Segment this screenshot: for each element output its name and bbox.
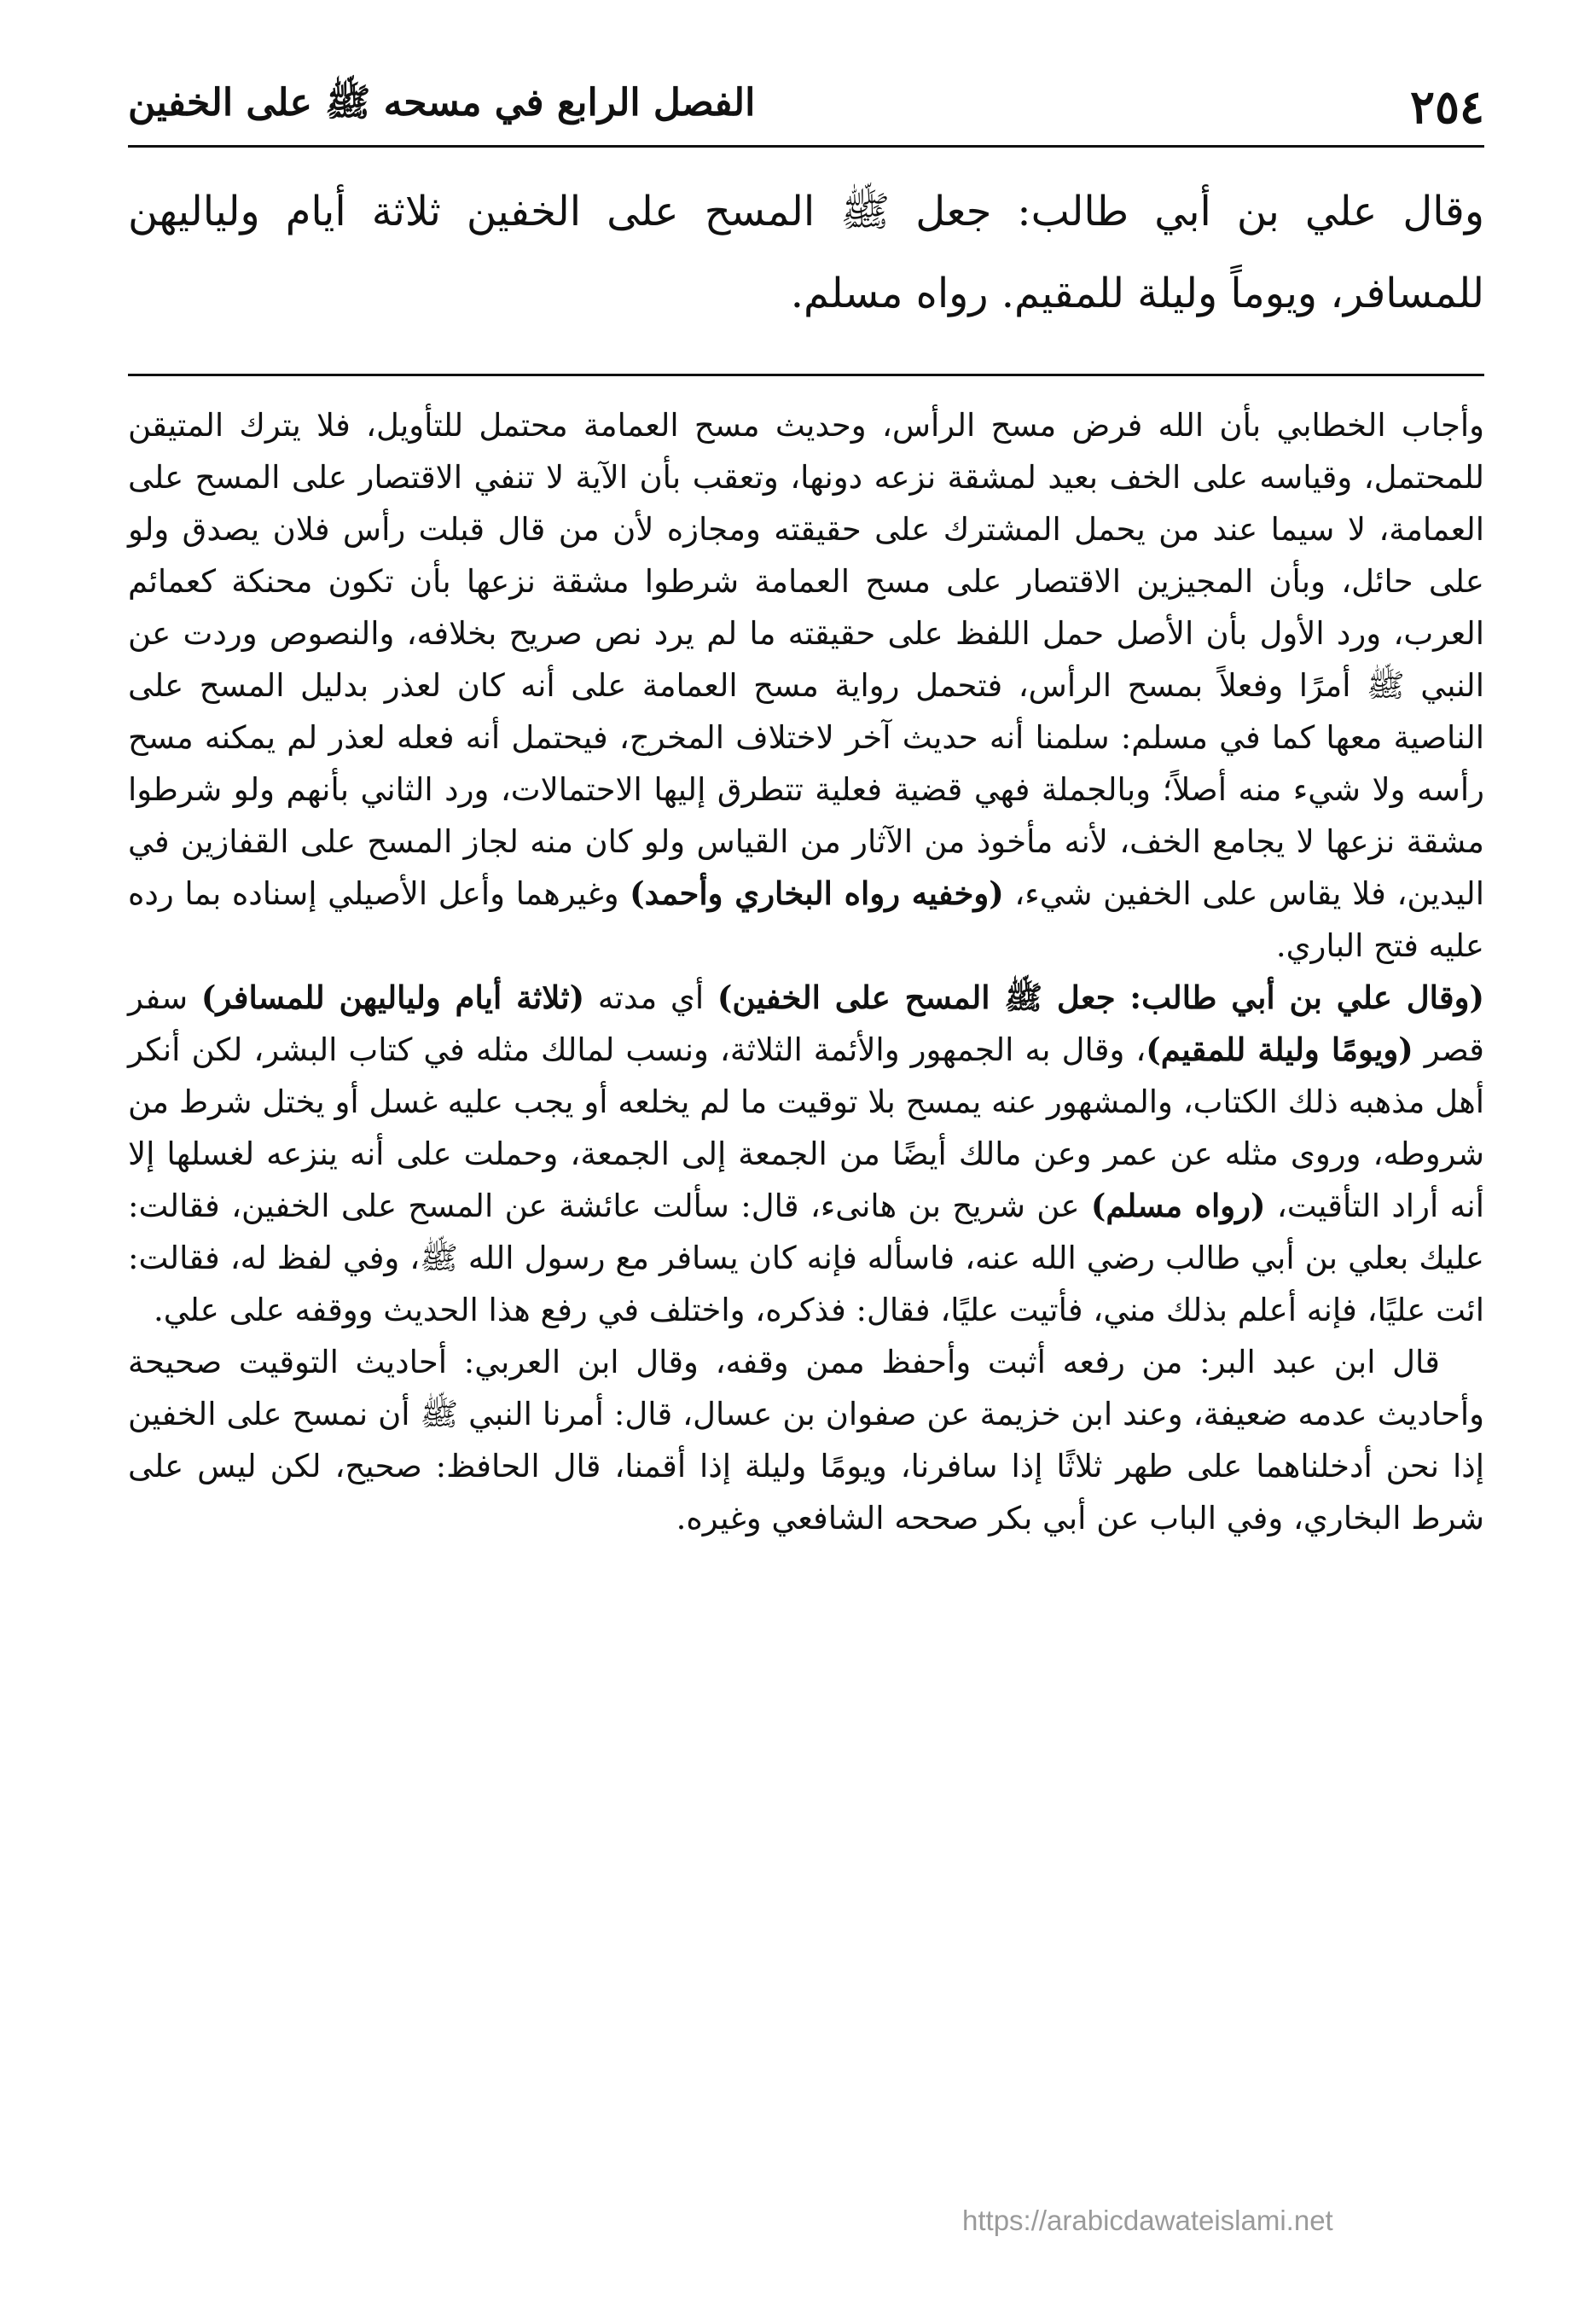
commentary-bold-quote: (رواه مسلم)	[1090, 1187, 1266, 1224]
hadith-text-block	[128, 171, 1484, 334]
commentary-bold-quote: (وخفيه رواه البخاري وأحمد)	[630, 874, 1004, 912]
commentary-text: عن شريح بن هانىء، قال: سألت عائشة عن المسح على الخفين، فقالت: عليك بعلي بن أبي طالب رضي الله عنه، فاسأله فإنه كان يسافر مع رسول الله ﷺ، وفي لفظ له، فقالت: ائت عليًا، فإنه أعلم بذلك مني، فأتيت عليًا، فقال: فذكره، واختلف في رفع هذا الحديث ووقفه على علي.	[128, 1188, 1484, 1328]
commentary-divider	[128, 374, 1484, 376]
commentary-bold-quote: (ويومًا وليلة للمقيم)	[1146, 1031, 1413, 1068]
watermark-url: https://arabicdawateislami.net	[962, 2205, 1333, 2236]
commentary-block	[128, 399, 1484, 1544]
commentary-text: سفر قصر	[128, 979, 1484, 1068]
commentary-bold-quote: (وقال علي بن أبي طالب: جعل ﷺ المسح على الخفين)	[717, 979, 1484, 1016]
commentary-paragraph-1	[128, 399, 1484, 972]
header-divider	[128, 145, 1484, 148]
page-number: ٢٥٤	[1409, 79, 1484, 134]
commentary-text: ، وقال به الجمهور والأئمة الثلاثة، ونسب لمالك مثله في كتاب البشر، لكن أنكر أهل مذهبه ذلك الكتاب، والمشهور عنه يمسح بلا توقيت ما لم يخلعه أو يجب عليه غسل أو يختل شرط من شروطه، وروى مثله عن عمر وعن مالك أيضًا من الجمعة إلى الجمعة، وحملت على أنه ينزعه لغسلها إلا أنه أراد التأقيت،	[128, 1031, 1484, 1224]
commentary-bold-quote: (ثلاثة أيام ولياليهن للمسافر)	[200, 979, 585, 1016]
commentary-paragraph-3: قال ابن عبد البر: من رفعه أثبت وأحفظ ممن وقفه، وقال ابن العربي: أحاديث التوقيت صحيحة وأحاديث عدمه ضعيفة، وعند ابن خزيمة عن صفوان بن عسال، قال: أمرنا النبي ﷺ أن نمسح على الخفين إذا نحن أدخلناهما على طهر ثلاثًا إذا سافرنا، ويومًا وليلة إذا أقمنا، قال الحافظ: صحيح، لكن ليس على شرط البخاري، وفي الباب عن أبي بكر صححه الشافعي وغيره.	[128, 1344, 1484, 1537]
chapter-title: الفصل الرابع في مسحه ﷺ على الخفين	[128, 81, 756, 125]
hadith-text: وقال علي بن أبي طالب: جعل ﷺ المسح على الخفين ثلاثة أيام ولياليهن للمسافر، ويوماً وليلة للمقيم. رواه مسلم.	[128, 188, 1484, 317]
commentary-text: وغيرهما وأعل الأصيلي إسناده بما رده عليه فتح الباري.	[128, 875, 1484, 964]
commentary-text: وأجاب الخطابي بأن الله فرض مسح الرأس، وحديث مسح العمامة محتمل للتأويل، فلا يترك المتيقن للمحتمل، وقياسه على الخف بعيد لمشقة نزعه دونها، وتعقب بأن الآية لا تنفي الاقتصار على المسح على العمامة، لا سيما عند من يحمل المشترك على حقيقته ومجازه لأن من قال قبلت رأس فلان يصدق ولو على حائل، وبأن المجيزين الاقتصار على مسح العمامة شرطوا مشقة نزعها بأن تكون محنكة كعمائم العرب، ورد الأول بأن الأصل حمل اللفظ على حقيقته ما لم يرد نص صريح بخلافه، والنصوص وردت عن النبي ﷺ أمرًا وفعلاً بمسح الرأس، فتحمل رواية مسح العمامة على أنه كان لعذر بدليل المسح على الناصية معها كما في مسلم: سلمنا أنه حديث آخر لاختلاف المخرج، فيحتمل أنه فعله لعذر لم يمكنه مسح رأسه ولا شيء منه أصلاً؛ وبالجملة فهي قضية فعلية تتطرق إليها الاحتمالات، ورد الثاني بأنهم ولو شرطوا مشقة نزعها لا يجامع الخف، لأنه مأخوذ من الآثار من القياس ولو كان منه لجاز المسح على القفازين في اليدين، فلا يقاس على الخفين شيء،	[128, 407, 1484, 912]
commentary-paragraph-2	[128, 972, 1484, 1336]
commentary-text: أي مدته	[584, 979, 717, 1016]
running-header	[128, 68, 1484, 145]
